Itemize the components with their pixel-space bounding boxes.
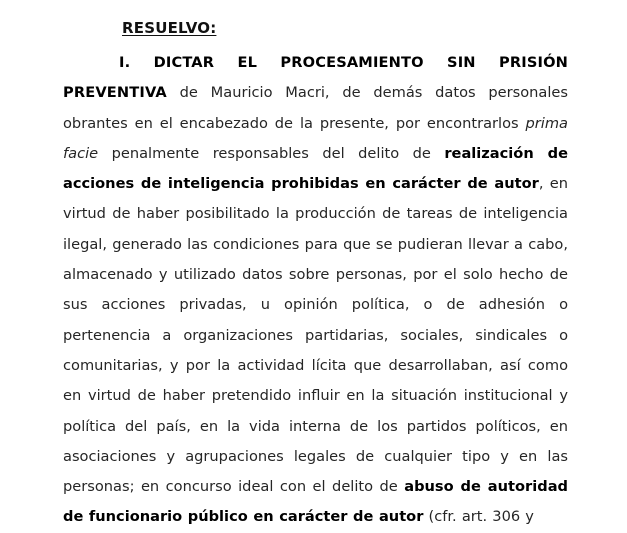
paragraph-text-1: de Mauricio Macri, de demás datos personales obrantes en el encabezado de la presente, por encontrarlos <box>63 84 568 132</box>
paragraph-lead: I. DICTAR EL PROCESAMIENTO SIN PRISIÓN PREVENTIVA <box>63 54 568 102</box>
paragraph-italic-phrase: prima facie <box>63 114 568 162</box>
crime-name-2: abuso de autoridad de funcionario público en carácter de autor <box>63 478 568 526</box>
paragraph-text-3: , en virtud de haber posibilitado la producción de tareas de inteligencia ilegal, generado las condiciones para que se pudieran llevar a cabo, almacenado y utilizado datos sobre personas, por el solo hecho de sus acciones privadas, u opinión política, o de adhesión o pertenencia a organizaciones partidarias, sociales, sindicales o comunitarias, y por la actividad lícita que desarrollaban, así como en virtud de haber pretendido influir en la situación institucional y política del país, en la vida interna de los partidos políticos, en asociaciones y agrupaciones legales de cualquier tipo y en las personas; en concurso ideal con el delito de <box>63 175 568 496</box>
resolution-heading: RESUELVO: <box>122 19 217 37</box>
crime-name-1: realización de acciones de inteligencia prohibidas en carácter de autor <box>63 144 568 193</box>
paragraph-text-4: (cfr. art. 306 y <box>423 508 534 526</box>
paragraph-text-2: penalmente responsables del delito de <box>98 144 445 162</box>
resolution-paragraph <box>63 48 568 533</box>
